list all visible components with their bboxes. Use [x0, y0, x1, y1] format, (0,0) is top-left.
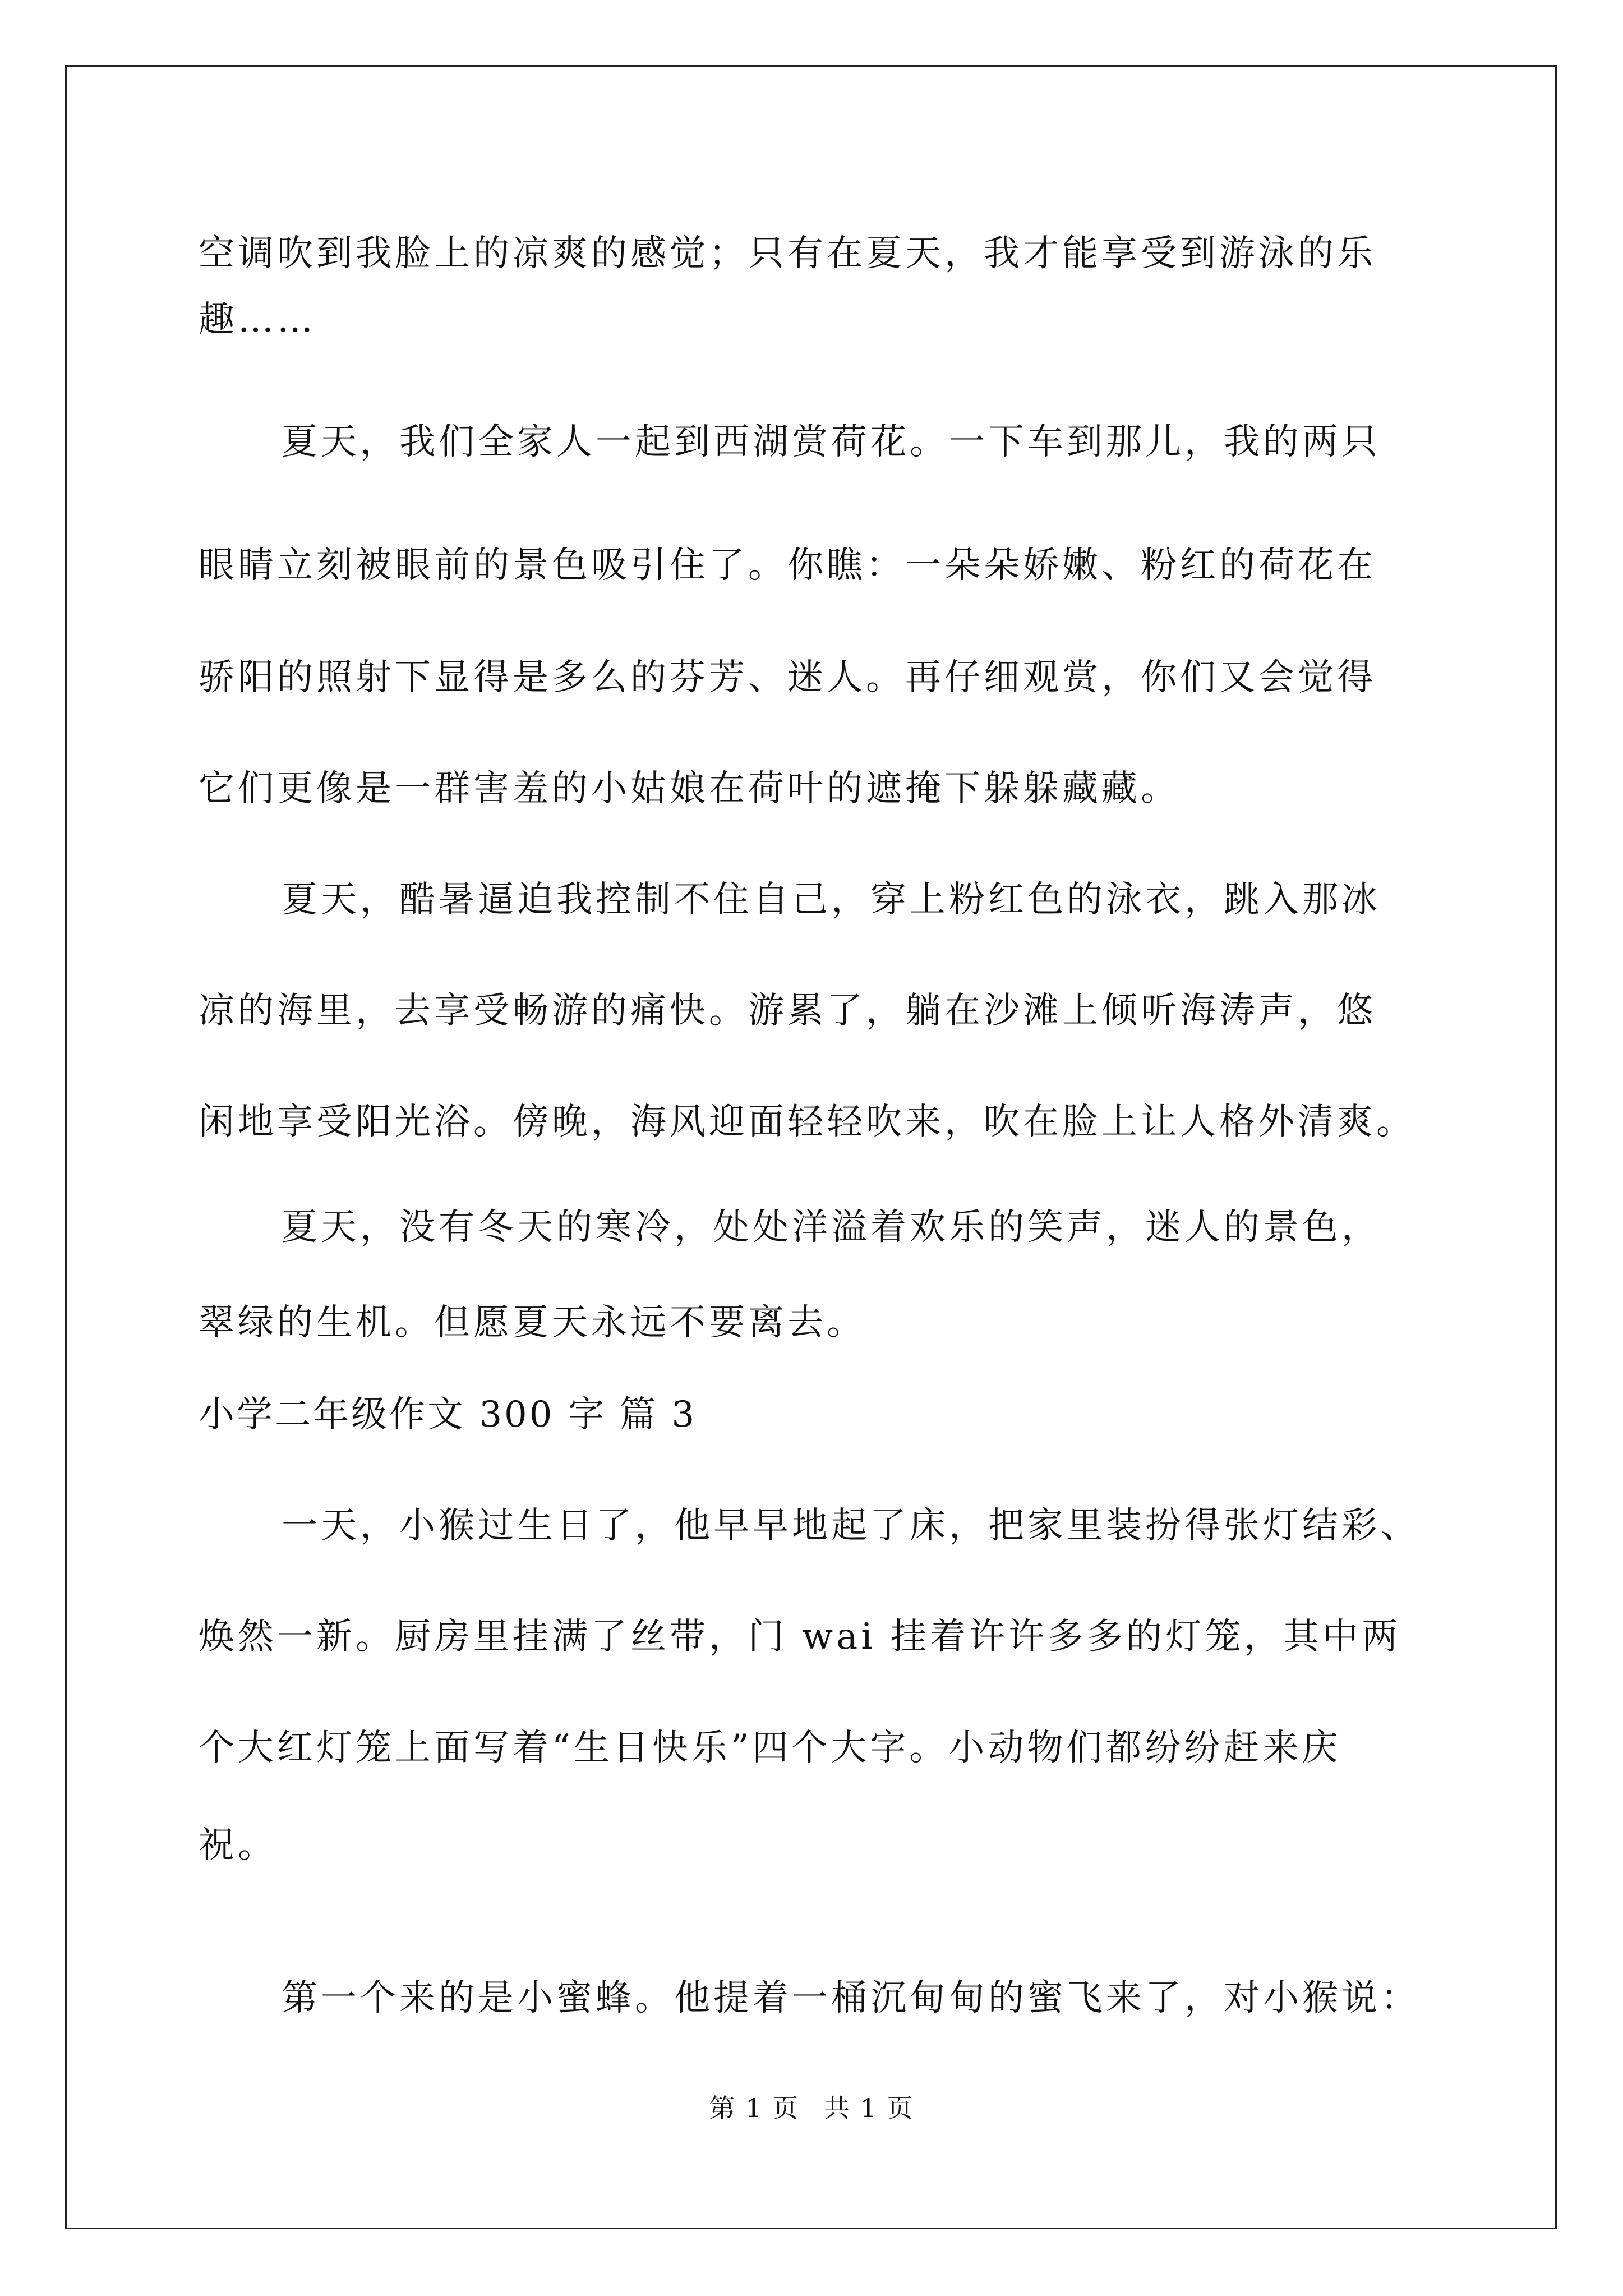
text-line: 凉的海里，去享受畅游的痛快。游累了，躺在沙滩上倾听海涛声，悠 — [199, 990, 1376, 1032]
text-line: 骄阳的照射下显得是多么的芬芳、迷人。再仔细观赏，你们又会觉得 — [199, 657, 1376, 698]
text-line: 眼睛立刻被眼前的景色吸引住了。你瞧：一朵朵娇嫩、粉红的荷花在 — [199, 545, 1376, 586]
text-line: 祝。 — [199, 1825, 277, 1866]
paragraph-start-line: 第一个来的是小蜜蜂。他提着一桶沉甸甸的蜜飞来了，对小猴说： — [282, 1977, 1420, 2019]
page-footer — [0, 2091, 1623, 2125]
text-line: 空调吹到我脸上的凉爽的感觉；只有在夏天，我才能享受到游泳的乐 — [199, 233, 1376, 274]
text-line: 闲地享受阳光浴。傍晚，海风迎面轻轻吹来，吹在脸上让人格外清爽。 — [199, 1101, 1415, 1143]
text-line: 趣…… — [199, 299, 316, 341]
paragraph-start-line: 夏天，酷暑逼迫我控制不住自己，穿上粉红色的泳衣，跳入那冰 — [282, 879, 1381, 921]
text-line: 个大红灯笼上面写着“生日快乐”四个大字。小动物们都纷纷赶来庆 — [199, 1727, 1341, 1769]
paragraph-start-line: 夏天，没有冬天的寒冷，处处洋溢着欢乐的笑声，迷人的景色， — [282, 1207, 1381, 1248]
page-total: 共 1 页 — [824, 2093, 914, 2123]
text-line: 它们更像是一群害羞的小姑娘在荷叶的遮掩下躲躲藏藏。 — [199, 768, 1180, 809]
section-heading: 小学二年级作文 300 字 篇 3 — [199, 1394, 697, 1435]
page-number: 第 1 页 — [709, 2093, 799, 2123]
text-line: 翠绿的生机。但愿夏天永远不要离去。 — [199, 1302, 866, 1343]
text-line: 焕然一新。厨房里挂满了丝带，门 wai 挂着许许多多的灯笼，其中两 — [199, 1616, 1401, 1658]
page-border — [65, 65, 1557, 2229]
paragraph-start-line: 一天，小猴过生日了，他早早地起了床，把家里装扮得张灯结彩、 — [282, 1505, 1420, 1547]
paragraph-start-line: 夏天，我们全家人一起到西湖赏荷花。一下车到那儿，我的两只 — [282, 421, 1381, 463]
